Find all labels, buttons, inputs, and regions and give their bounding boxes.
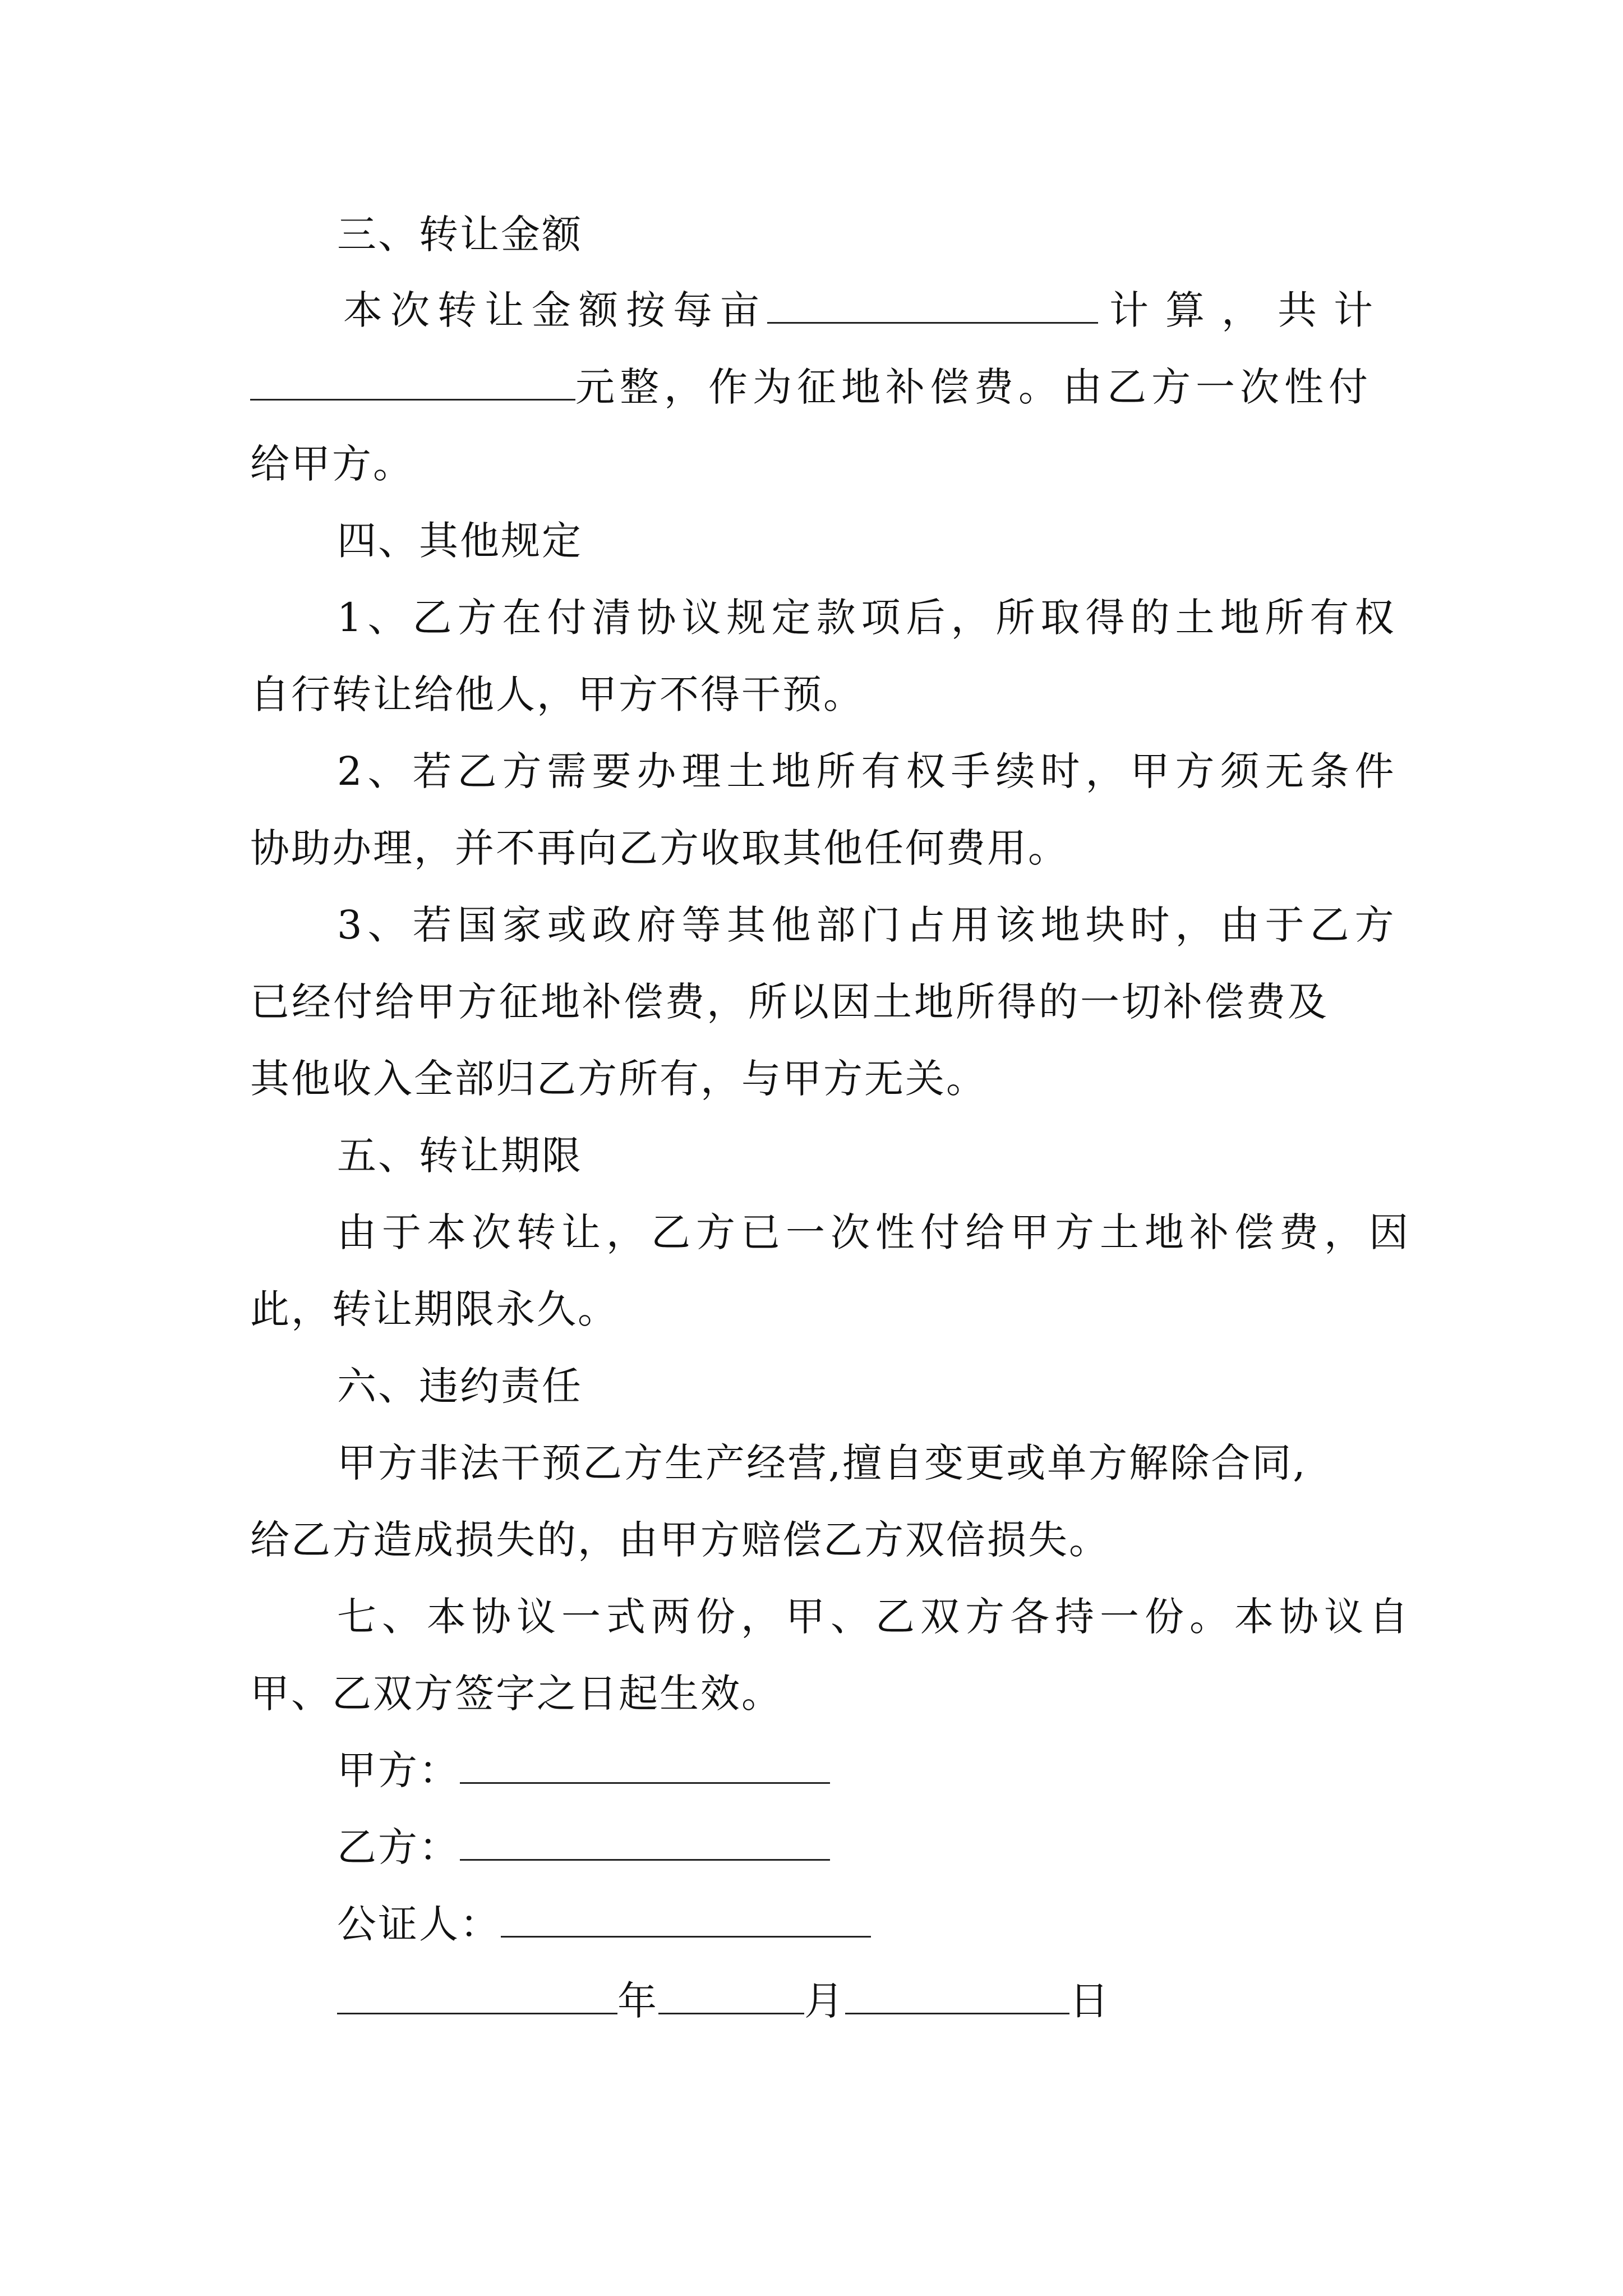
section-3-paragraph-line-2 [250,359,1373,415]
clause-4-3-line-3: 其他收入全部归乙方所有，与甲方无关。 [250,1056,987,1102]
total-amount-blank[interactable] [250,360,575,401]
day-blank[interactable] [845,1973,1069,2014]
amount-per-mu-blank[interactable] [767,283,1098,324]
clause-4-1-line-1: 1、乙方在付清协议规定款项后，所取得的土地所有权 [337,595,1400,641]
clause-4-3-line-2: 已经付给甲方征地补偿费，所以因土地所得的一切补偿费及 [250,979,1329,1025]
section-3-paragraph-line-3: 给甲方。 [250,441,414,487]
section-3-paragraph-line-1 [343,282,1390,338]
clause-4-2-line-1: 2、若乙方需要办理土地所有权手续时，甲方须无条件 [337,748,1400,794]
notary-signature-blank[interactable] [501,1897,871,1938]
notary-signature-row [337,1896,871,1952]
section-7-line-2: 甲、乙双方签字之日起生效。 [250,1671,782,1717]
section-5-line-1: 由于本次转让，乙方已一次性付给甲方土地补偿费，因 [337,1209,1414,1255]
party-a-label: 甲方： [337,1747,460,1793]
year-label: 年 [617,1978,658,2024]
month-blank[interactable] [658,1973,804,2014]
clause-4-3-line-1: 3、若国家或政府等其他部门占用该地块时，由于乙方 [337,902,1400,948]
party-a-signature-blank[interactable] [460,1743,830,1784]
section-6-heading: 六、违约责任 [337,1363,583,1409]
text-span: 本次转让金额按每亩 [343,287,767,333]
party-b-signature-blank[interactable] [460,1820,830,1861]
section-4-heading: 四、其他规定 [337,518,583,564]
notary-label: 公证人： [337,1901,501,1947]
clause-4-2-line-2: 协助办理，并不再向乙方收取其他任何费用。 [250,825,1069,871]
section-5-line-2: 此，转让期限永久。 [250,1286,619,1332]
text-span: 计算，共计 [1109,287,1390,333]
date-row [337,1973,1110,2029]
section-6-line-2: 给乙方造成损失的，由甲方赔偿乙方双倍损失。 [250,1517,1110,1563]
clause-4-1-line-2: 自行转让给他人，甲方不得干预。 [250,671,864,717]
party-b-signature-row [337,1819,830,1875]
year-blank[interactable] [337,1973,617,2014]
day-label: 日 [1069,1978,1110,2024]
section-7-line-1: 七、本协议一式两份，甲、乙双方各持一份。本协议自 [337,1594,1414,1640]
section-3-heading: 三、转让金额 [337,211,583,257]
section-5-heading: 五、转让期限 [337,1133,583,1179]
section-6-line-1: 甲方非法干预乙方生产经营,擅自变更或单方解除合同, [337,1440,1307,1486]
party-b-label: 乙方： [337,1824,460,1870]
text-span: 元整，作为征地补偿费。由乙方一次性付 [575,364,1373,410]
month-label: 月 [804,1978,845,2024]
party-a-signature-row [337,1742,830,1798]
